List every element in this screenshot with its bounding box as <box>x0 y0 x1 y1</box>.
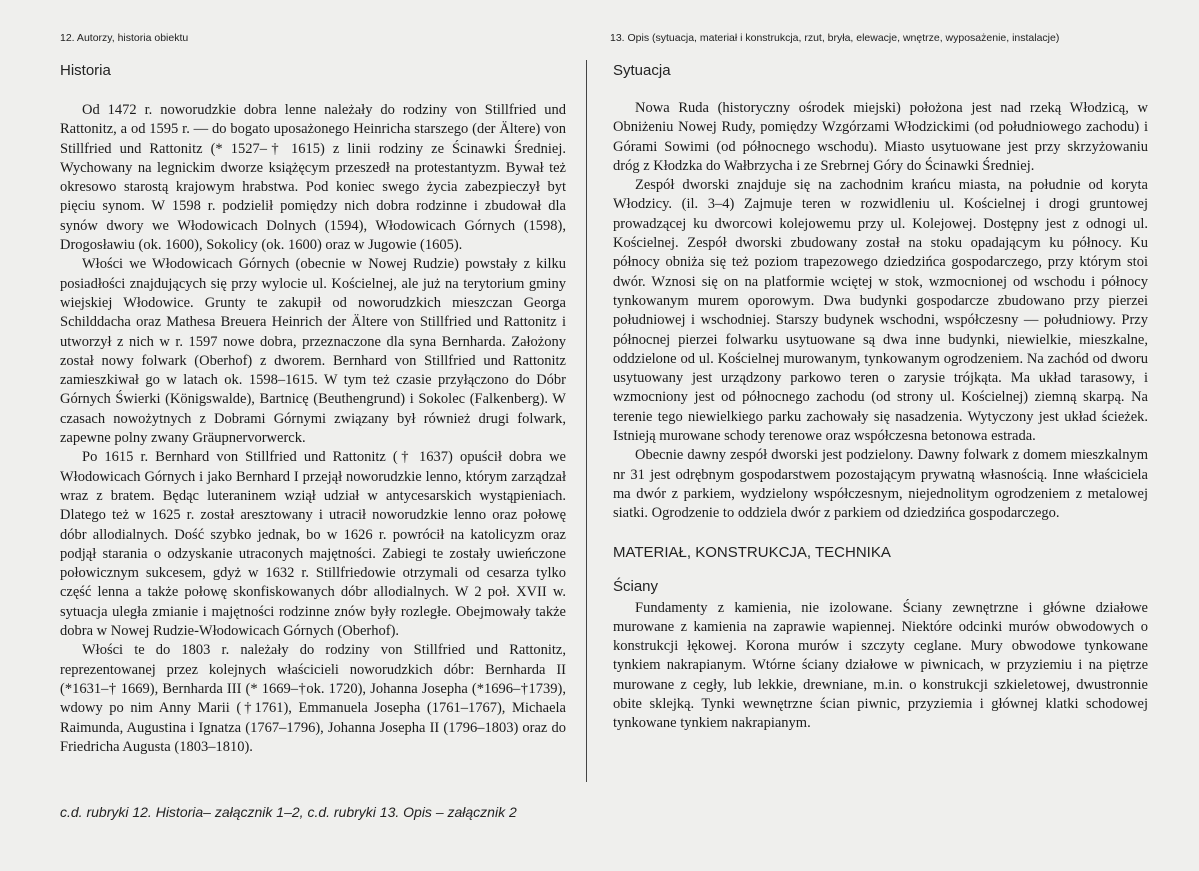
history-heading: Historia <box>60 62 111 79</box>
situation-heading: Sytuacja <box>613 62 671 79</box>
situation-paragraph: Nowa Ruda (historyczny ośrodek miejski) położona jest nad rzeką Włodzicą, w Obniżeniu Nowej Rudy, pomiędzy Wzgórzami Włodzickimi (od południowego zachodu) i Górami Sowimi (od północnego wschodu). Miasto usytuowane jest przy skrzyżowaniu dróg z Kłodzka do Wałbrzycha i ze Srebrnej Góry do Ścinawki Średniej. <box>613 100 1148 174</box>
history-paragraph: Od 1472 r. noworudzkie dobra lenne należały do rodziny von Stillfried und Rattonitz, a od 1595 r. — do bogato uposażonego Heinricha starszego (der Ältere) von Stillfried und Rattonitz (* 1527–† 1615) z linii rodziny ze Ścinawki Średniej. Wychowany na legnickim dworze książęcym przeszedł na protestantyzm. Bywał też okresowo starostą krajowym hrabstwa. Pod koniec swego życia zabezpieczył byt pięciu synom. W 1598 r. podzielił pomiędzy nich dobra rodzinne i zbudował dla synów dwory we Włodowicach Dolnych (1594), Włodowicach Górnych (1598), Drogosławiu (ok. 1600), Sokolicy (ok. 1600) oraz w Jugowie (1605). <box>60 102 566 254</box>
material-heading: MATERIAŁ, KONSTRUKCJA, TECHNIKA <box>613 543 891 561</box>
situation-paragraph: Obecnie dawny zespół dworski jest podzielony. Dawny folwark z domem mieszkalnym nr 31 jest odrębnym gospodarstwem pozostającym prywatną własnością. Inne właściciela ma dwór z parkiem, wydzielony współczesnym, niejednolitym ogrodzeniem z metalowej siatki. Ogrodzenie to oddziela dwór z parkiem od dziedzińca gospodarczego. <box>613 447 1148 522</box>
right-column-header: 13. Opis (sytuacja, materiał i konstrukcja, rzut, bryła, elewacje, wnętrze, wyposażenie, instalacje) <box>610 32 1060 44</box>
situation-paragraph: Zespół dworski znajduje się na zachodnim krańcu miasta, na południe od koryta Włodzicy. (il. 3–4) Zajmuje teren w rozwidleniu ul. Kościelnej i drogi gruntowej prowadzącej ku dworcowi kolejowemu przy ul. Kolejowej. Dostępny jest z odnogi ul. Kościelnej. Zespół dworski zbudowany został na stoku opadającym ku północy. Ku północy obniża się też poziom trapezowego dziedzińca gospodarczego, przy którym stoi dwór. Wznosi się on na platformie wciętej w stok, wzmocnionej od wschodu i północy tynkowanym murem oporowym. Dwa budynki gospodarcze zbudowano przy pierzei południowej i wschodniej. Starszy budynek wschodni, współczesny — południowy. Przy północnej pierzei folwarku usytuowane są dwa inne budynki, niewielkie, mieszkalne, oddzielone od ul. Kościelnej murowanym, tynkowanym ogrodzeniem. Na zachód od dworu usytuowany jest urządzony parkowo teren o zarysie trójkąta. Ma układ tarasowy, i wzmocniony jest od północnego zachodu (od strony ul. Kościelnej) ziemną skarpą. Na terenie tego niewielkiego parku zachowały się nasadzenia. Wytyczony jest układ ścieżek. Istnieją murowane schody terenowe oraz współczesna betonowa estrada. <box>613 177 1148 445</box>
description-column <box>613 62 1148 734</box>
history-paragraph: Po 1615 r. Bernhard von Stillfried und Rattonitz († 1637) opuścił dobra we Włodowicach Górnych i jako Bernhard I przejął noworudzkie lenno, którym zarządzał wraz z bratem. Będąc luteraninem wziął udział w antycesarskich wystąpieniach. Dlatego też w 1625 r. został aresztowany i utracił noworudzkie lenno oraz połowę dóbr allodialnych. Dość szybko jednak, bo w 1626 r. powrócił na katolicyzm oraz podjął starania o odzyskanie utraconych majętności. Zabiegi te zostały uwieńczone połowicznym sukcesem, gdyż w 1632 r. Stillfriedowie otrzymali od cesarza tylko część lenna a także połowę skonfiskowanych dóbr allodialnych. W 2 poł. XVII w. sytuacja uległa zmianie i majętności rodzinne znów były rozległe. Obejmowały także dobra w Nowej Rudzie-Włodowicach Górnych (Oberhof). <box>60 449 566 640</box>
history-paragraph: Włości te do 1803 r. należały do rodziny von Stillfried und Rattonitz, reprezentowanej przez kolejnych właścicieli noworudzkich dóbr: Bernharda II (*1631–† 1669), Bernharda III (* 1669–†ok. 1720), Johanna Josepha (*1696–†1739), wdowy po nim Anny Marii (†1761), Emmanuela Josepha (1761–1767), Michaela Raimunda, Augustina i Ignatza (1767–1796), Johanna Josepha II (1796–1803) oraz do Friedricha Augusta (1803–1810). <box>60 642 566 755</box>
column-divider <box>586 60 587 782</box>
history-paragraph: Włości we Włodowicach Górnych (obecnie w Nowej Rudzie) powstały z kilku posiadłości znajdujących się przy wylocie ul. Kościelnej, ale już na terytorium gminy wiejskiej Włodowice. Grunty te zakupił od noworudzkich mieszczan Georga Schilddacha oraz Mathesa Breuera Heinrich der Ältere von Stillfried und Rattonitz i utworzył z nich w r. 1597 nowe dobra, przeznaczone dla syna Bernharda. Założony został nowy folwark (Oberhof) z dworem. Bernhard von Stillfried und Rattonitz zamieszkiwał go w latach ok. 1598–1615. W tym też czasie przyłączono do Dóbr Górnych Świerki (Königswalde), Bartnicę (Beuthengrund) i Sokolec (Falkenberg). W czasach nowożytnych z Dobrami Górnymi związany był również drugi folwark, zapewne polny zwany Gräupnervorwerck. <box>60 256 566 447</box>
footer-note: c.d. rubryki 12. Historia– załącznik 1–2, c.d. rubryki 13. Opis – załącznik 2 <box>60 804 517 820</box>
walls-heading: Ściany <box>613 577 659 595</box>
history-column <box>60 62 566 757</box>
left-column-header: 12. Autorzy, historia obiektu <box>60 32 189 44</box>
walls-paragraph: Fundamenty z kamienia, nie izolowane. Ściany zewnętrzne i główne działowe murowane z kamienia na zaprawie wapiennej. Niektóre odcinki murów obwodowych o konstrukcji łękowej. Korona murów i szczyty ceglane. Mury obwodowe tynkowane tynkiem nakrapianym. Wtórne ściany działowe w piwnicach, w przyziemiu i na piętrze murowane z cegły, lub lekkie, drewniane, m.in. o konstrukcji szkieletowej, dwustronnie obite sklejką. Tynki wewnętrzne ścian piwnic, przyziemia i głównej klatki schodowej tynkowane tynkiem nakrapianym. <box>613 599 1148 732</box>
